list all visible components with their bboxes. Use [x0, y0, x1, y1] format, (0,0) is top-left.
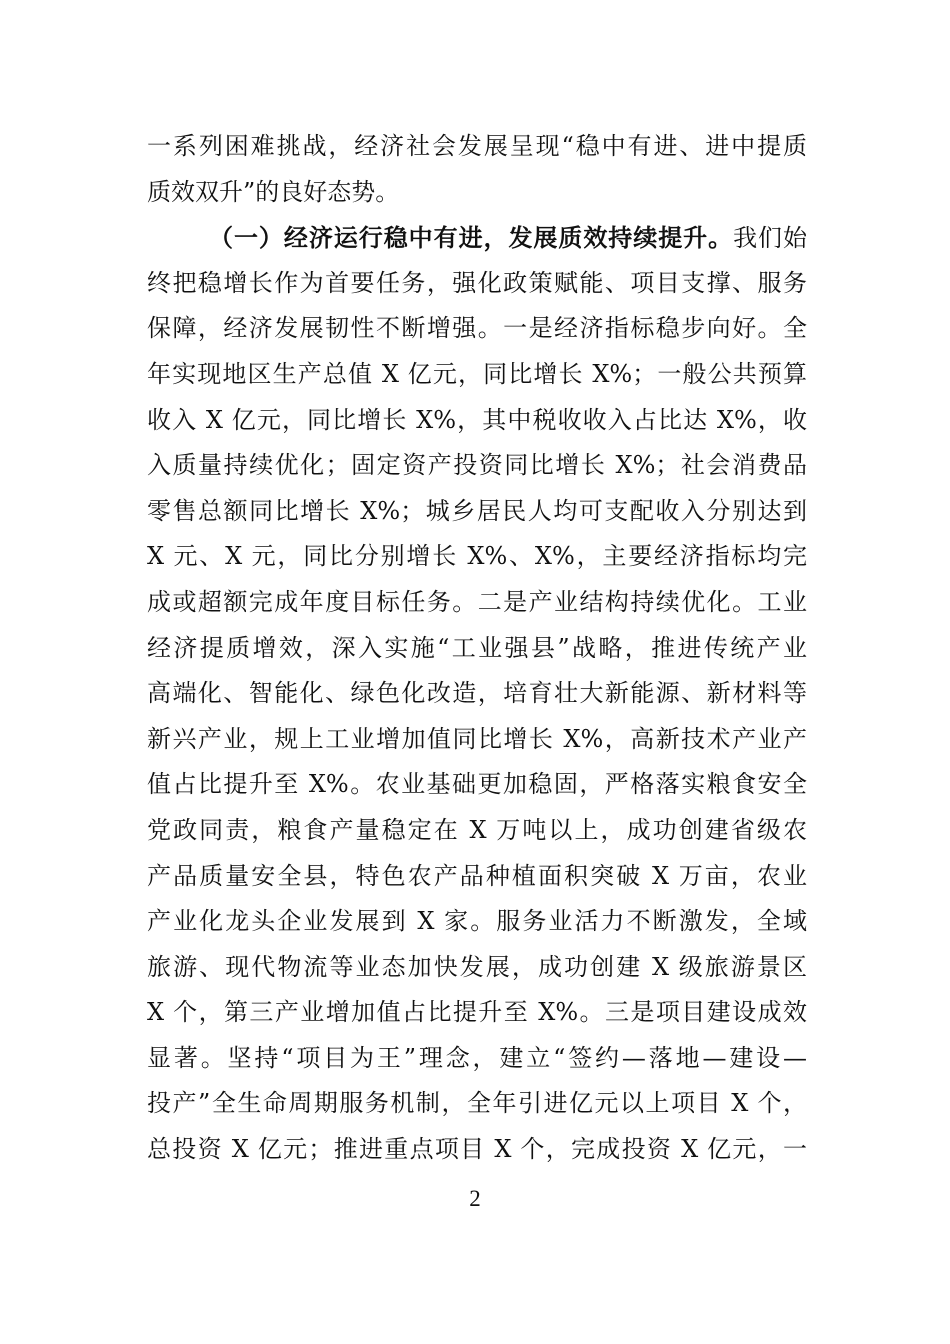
text-line: 收入 X 亿元，同比增长 X%，其中税收收入占比达 X%，收 [147, 405, 807, 434]
text-line: 质效双升”的良好态势。 [147, 177, 400, 206]
text-line: 成或超额完成年度目标任务。二是产业结构持续优化。工业 [147, 587, 807, 616]
text-line: X 元、X 元，同比分别增长 X%、X%，主要经济指标均完 [147, 542, 807, 571]
text-line: 经济提质增效，深入实施“工业强县”战略，推进传统产业 [147, 633, 807, 662]
text-line: 终把稳增长作为首要任务，强化政策赋能、项目支撑、服务 [147, 268, 807, 297]
document-body [147, 124, 807, 1173]
text-line: 保障，经济发展韧性不断增强。一是经济指标稳步向好。全 [147, 314, 807, 343]
text-line: 零售总额同比增长 X%；城乡居民人均可支配收入分别达到 [147, 496, 807, 525]
text-line: 一系列困难挑战，经济社会发展呈现“稳中有进、进中提质 [147, 132, 807, 160]
text-line: 显著。坚持“项目为王”理念，建立“签约—落地—建设— [147, 1043, 807, 1072]
text-line: X 个，第三产业增加值占比提升至 X%。三是项目建设成效 [147, 998, 807, 1027]
text-line: 新兴产业，规上工业增加值同比增长 X%，高新技术产业产 [147, 724, 807, 753]
text-line: 高端化、智能化、绿色化改造，培育壮大新能源、新材料等 [147, 679, 807, 708]
text-line: 旅游、现代物流等业态加快发展，成功创建 X 级旅游景区 [147, 952, 807, 981]
text-line: 产业化龙头企业发展到 X 家。服务业活力不断激发，全域 [147, 907, 807, 936]
page-number: 2 [469, 1186, 481, 1211]
text-line: 入质量持续优化；固定资产投资同比增长 X%；社会消费品 [147, 451, 807, 480]
section-heading-line [147, 215, 807, 261]
text-line: 年实现地区生产总值 X 亿元，同比增长 X%；一般公共预算 [147, 359, 807, 388]
text-line: 投产”全生命周期服务机制，全年引进亿元以上项目 X 个， [147, 1089, 807, 1118]
section-heading: （一）经济运行稳中有进，发展质效持续提升。 [209, 223, 734, 253]
text-line: 产品质量安全县，特色农产品种植面积突破 X 万亩，农业 [147, 861, 807, 890]
text-line: 值占比提升至 X%。农业基础更加稳固，严格落实粮食安全 [147, 770, 807, 799]
text-line: 党政同责，粮食产量稳定在 X 万吨以上，成功创建省级农 [147, 815, 807, 844]
text-line: 总投资 X 亿元；推进重点项目 X 个，完成投资 X 亿元，一 [147, 1135, 807, 1164]
text-line: 我们始 [733, 224, 808, 253]
